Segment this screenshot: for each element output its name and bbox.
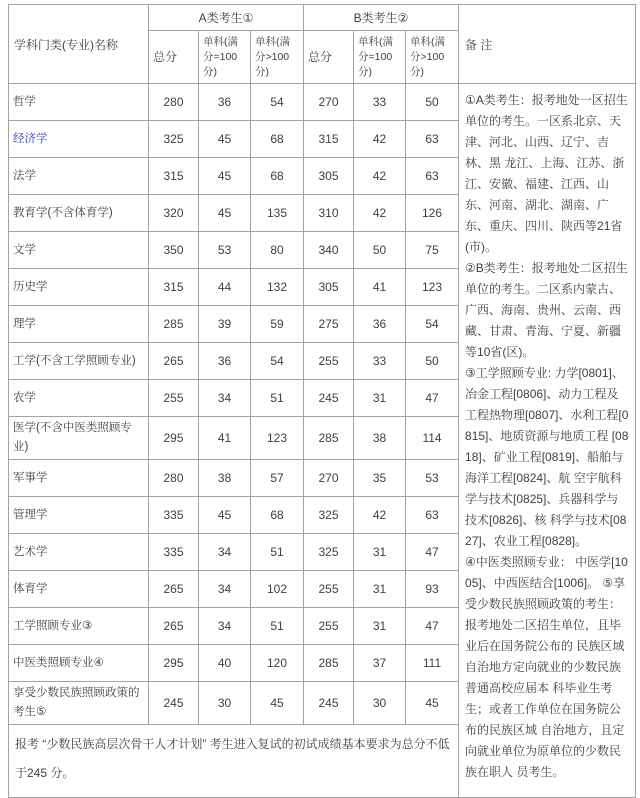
score-cell: 305	[304, 158, 354, 195]
discipline-cell: 医学(不含中医类照顾专业)	[9, 417, 149, 460]
score-cell: 50	[406, 343, 459, 380]
score-cell: 68	[251, 497, 304, 534]
score-cell: 245	[304, 380, 354, 417]
score-cell: 31	[354, 608, 406, 645]
discipline-cell: 哲学	[9, 84, 149, 121]
discipline-cell: 工学照顾专业③	[9, 608, 149, 645]
score-cell: 265	[149, 608, 199, 645]
score-cell: 132	[251, 269, 304, 306]
score-cell: 37	[354, 645, 406, 682]
score-cell: 44	[199, 269, 251, 306]
header-b-single-eq100: 单科(满分=100分)	[354, 31, 406, 84]
score-cell: 265	[149, 343, 199, 380]
discipline-cell: 享受少数民族照顾政策的考生⑤	[9, 682, 149, 725]
score-cell: 50	[406, 84, 459, 121]
score-cell: 315	[149, 158, 199, 195]
score-cell: 51	[251, 608, 304, 645]
score-cell: 31	[354, 380, 406, 417]
score-cell: 325	[304, 497, 354, 534]
score-cell: 30	[199, 682, 251, 725]
discipline-cell: 法学	[9, 158, 149, 195]
score-cell: 42	[354, 195, 406, 232]
score-cell: 350	[149, 232, 199, 269]
header-group-b: B类考生②	[304, 5, 459, 31]
score-cell: 320	[149, 195, 199, 232]
discipline-cell: 农学	[9, 380, 149, 417]
discipline-cell: 历史学	[9, 269, 149, 306]
score-cell: 135	[251, 195, 304, 232]
score-cell: 38	[199, 460, 251, 497]
score-cell: 50	[354, 232, 406, 269]
score-cell: 310	[304, 195, 354, 232]
score-cell: 33	[354, 343, 406, 380]
score-cell: 45	[199, 497, 251, 534]
table-body	[9, 84, 636, 798]
score-cell: 36	[199, 343, 251, 380]
score-cell: 245	[304, 682, 354, 725]
note-paragraph: ③工学照顾专业: 力学[0801]、冶金工程[0806]、动力工程及工程热物理[0807]、水利工程[0815]、地质资源与地质工程 [0818]、矿业工程[0819]、船舶与海洋工程[0824]、航 空宇航科学与技术[0825]、兵器科学与技术[0826]、核 科学与技术[0827]、农业工程[0828]。	[465, 366, 629, 548]
score-cell: 51	[251, 534, 304, 571]
score-cell: 285	[304, 645, 354, 682]
score-cell: 295	[149, 645, 199, 682]
score-cell: 270	[304, 460, 354, 497]
score-cell: 34	[199, 608, 251, 645]
score-cell: 40	[199, 645, 251, 682]
note-paragraph: ①A类考生：报考地处一区招生单位的考生。一区系北京、天津、河北、山西、辽宁、吉林、黑 龙江、上海、江苏、浙江、安徽、福建、江西、山东、河南、湖北、湖南、广东、重庆、四川、陕西等21省(市)。	[465, 93, 628, 254]
discipline-cell: 军事学	[9, 460, 149, 497]
score-table	[8, 4, 636, 798]
score-cell: 59	[251, 306, 304, 343]
discipline-cell: 中医类照顾专业④	[9, 645, 149, 682]
header-group-a: A类考生①	[149, 5, 304, 31]
header-row-groups	[9, 5, 636, 31]
score-cell: 80	[251, 232, 304, 269]
score-cell: 265	[149, 571, 199, 608]
score-cell: 34	[199, 571, 251, 608]
score-cell: 38	[354, 417, 406, 460]
score-cell: 34	[199, 380, 251, 417]
score-cell: 255	[304, 343, 354, 380]
score-cell: 315	[149, 269, 199, 306]
score-cell: 36	[354, 306, 406, 343]
footer-note: 报考 “少数民族高层次骨干人才计划” 考生进入复试的初试成绩基本要求为总分不低于245 分。	[9, 725, 459, 798]
score-cell: 114	[406, 417, 459, 460]
score-cell: 305	[304, 269, 354, 306]
score-cell: 126	[406, 195, 459, 232]
score-cell: 34	[199, 534, 251, 571]
header-a-single-eq100: 单科(满分=100分)	[199, 31, 251, 84]
score-cell: 41	[354, 269, 406, 306]
score-cell: 45	[406, 682, 459, 725]
score-cell: 245	[149, 682, 199, 725]
score-cell: 255	[149, 380, 199, 417]
score-cell: 68	[251, 158, 304, 195]
score-cell: 45	[251, 682, 304, 725]
score-cell: 42	[354, 497, 406, 534]
score-cell: 51	[251, 380, 304, 417]
score-cell: 123	[251, 417, 304, 460]
score-cell: 42	[354, 158, 406, 195]
score-cell: 54	[251, 84, 304, 121]
discipline-cell: 体育学	[9, 571, 149, 608]
score-cell: 285	[304, 417, 354, 460]
discipline-cell	[9, 121, 149, 158]
discipline-cell: 文学	[9, 232, 149, 269]
score-cell: 75	[406, 232, 459, 269]
score-cell: 325	[149, 121, 199, 158]
score-cell: 63	[406, 121, 459, 158]
score-cell: 45	[199, 121, 251, 158]
score-cell: 47	[406, 534, 459, 571]
score-cell: 57	[251, 460, 304, 497]
score-cell: 47	[406, 608, 459, 645]
score-cell: 270	[304, 84, 354, 121]
discipline-cell: 工学(不含工学照顾专业)	[9, 343, 149, 380]
score-cell: 68	[251, 121, 304, 158]
score-cell: 275	[304, 306, 354, 343]
score-cell: 53	[199, 232, 251, 269]
discipline-cell: 管理学	[9, 497, 149, 534]
score-cell: 63	[406, 497, 459, 534]
score-cell: 33	[354, 84, 406, 121]
score-cell: 45	[199, 158, 251, 195]
table-row	[9, 84, 636, 121]
score-cell: 54	[251, 343, 304, 380]
header-a-total: 总分	[149, 31, 199, 84]
score-cell: 63	[406, 158, 459, 195]
score-cell: 45	[199, 195, 251, 232]
score-cell: 120	[251, 645, 304, 682]
header-a-single-gt100: 单科(满分>100分)	[251, 31, 304, 84]
notes-cell	[459, 84, 636, 798]
score-cell: 53	[406, 460, 459, 497]
score-cell: 295	[149, 417, 199, 460]
discipline-link[interactable]: 经济学	[13, 132, 48, 145]
score-cell: 111	[406, 645, 459, 682]
score-cell: 93	[406, 571, 459, 608]
score-cell: 340	[304, 232, 354, 269]
score-cell: 35	[354, 460, 406, 497]
score-cell: 280	[149, 84, 199, 121]
score-cell: 42	[354, 121, 406, 158]
discipline-cell: 教育学(不含体育学)	[9, 195, 149, 232]
score-cell: 47	[406, 380, 459, 417]
score-cell: 123	[406, 269, 459, 306]
header-notes: 备 注	[459, 5, 636, 84]
score-cell: 54	[406, 306, 459, 343]
score-cell: 31	[354, 534, 406, 571]
discipline-cell: 理学	[9, 306, 149, 343]
score-cell: 315	[304, 121, 354, 158]
note-paragraph: ②B类考生：报考地处二区招生单位的考生。二区系内蒙古、广西、海南、贵州、云南、西藏、甘肃、青海、宁夏、新疆等10省(区)。	[465, 261, 628, 359]
score-cell: 255	[304, 608, 354, 645]
score-cell: 30	[354, 682, 406, 725]
score-cell: 39	[199, 306, 251, 343]
score-cell: 41	[199, 417, 251, 460]
score-cell: 335	[149, 497, 199, 534]
score-cell: 102	[251, 571, 304, 608]
score-cell: 285	[149, 306, 199, 343]
score-cell: 335	[149, 534, 199, 571]
discipline-cell: 艺术学	[9, 534, 149, 571]
score-cell: 36	[199, 84, 251, 121]
score-cell: 31	[354, 571, 406, 608]
header-b-total: 总分	[304, 31, 354, 84]
header-b-single-gt100: 单科(满分>100分)	[406, 31, 459, 84]
header-discipline-name: 学科门类(专业)名称	[9, 5, 149, 84]
score-cell: 325	[304, 534, 354, 571]
score-cell: 280	[149, 460, 199, 497]
score-cell: 255	[304, 571, 354, 608]
note-paragraph: ④中医类照顾专业： 中医学[1005]、中西医结合[1006]。 ⑤享受少数民族照顾政策的考生： 报考地处二区招生单位，且毕业后在国务院公布的 民族区域自治地方定向就业的少数民族普通高校应届本 科毕业生考生；或者工作单位在国务院公布的民族区域 自治地方，且定向就业单位为原单位的少数民族在职人 员考生。	[465, 555, 628, 779]
